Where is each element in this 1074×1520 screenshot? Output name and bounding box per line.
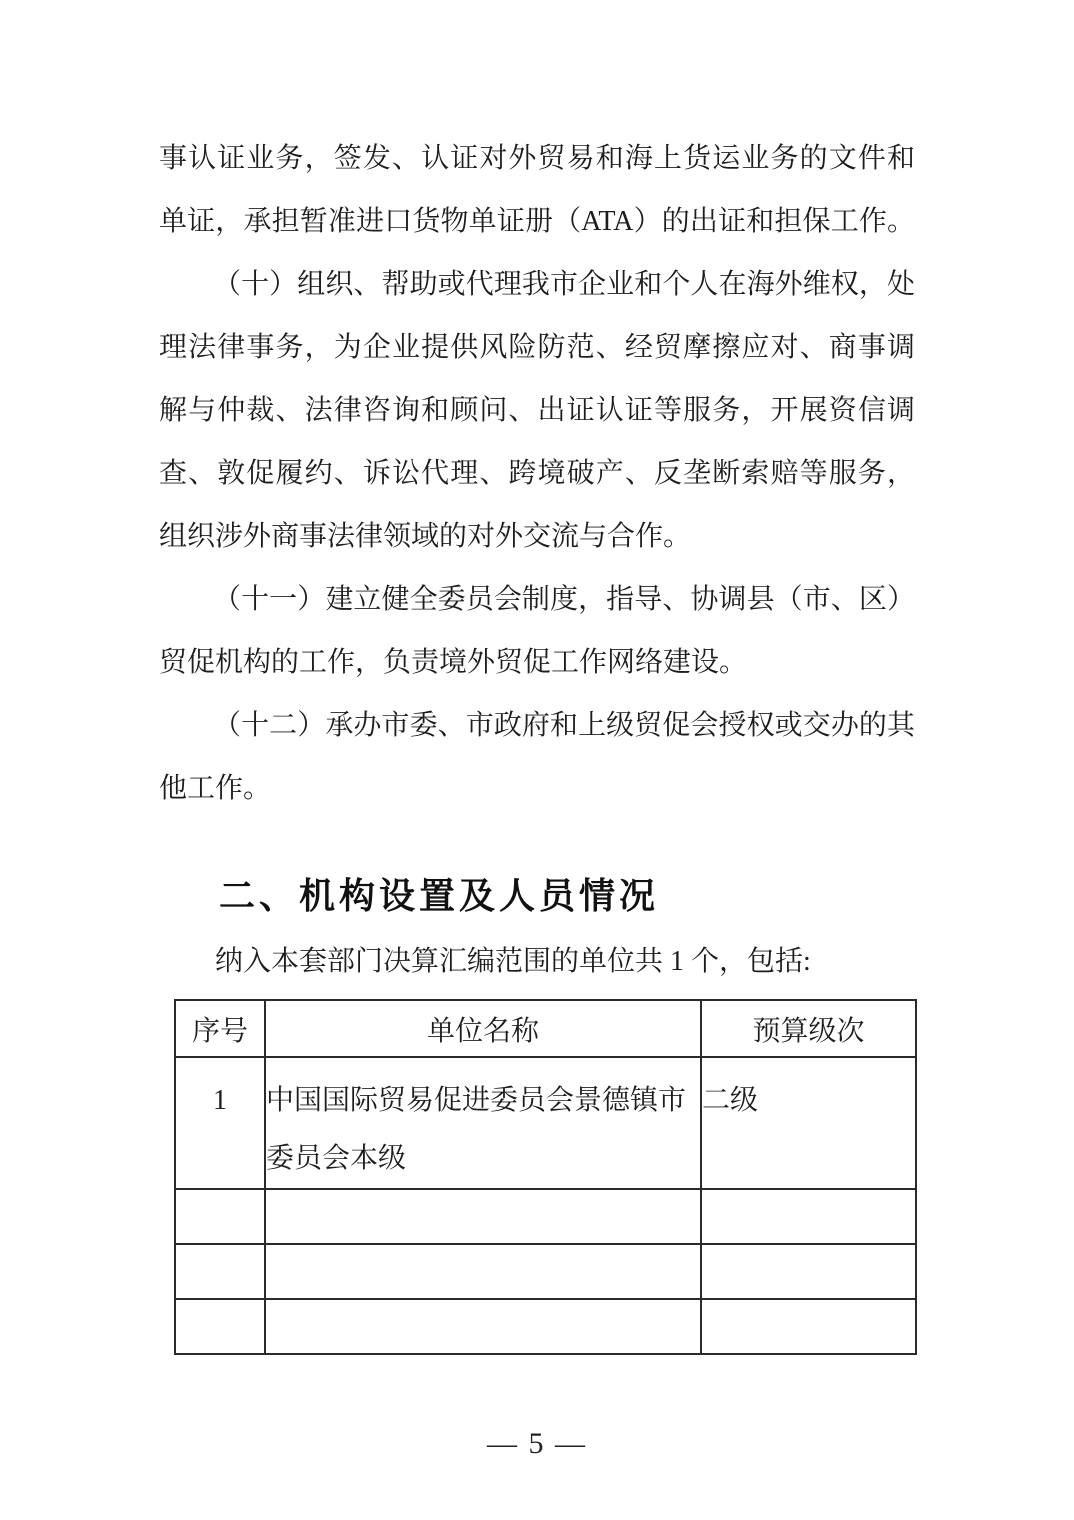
section-intro: 纳入本套部门决算汇编范围的单位共 1 个，包括:: [215, 946, 811, 977]
header-cell-unit-name: 单位名称: [265, 1000, 701, 1057]
header-cell-index: 序号: [175, 1000, 265, 1057]
section-heading: 二、机构设置及人员情况: [219, 875, 660, 916]
table-header-row: [175, 1000, 916, 1057]
cell-unit-name: 中国国际贸易促进委员会景德镇市委员会本级: [265, 1057, 701, 1189]
paragraph-continued: [159, 127, 915, 253]
body-line: 贸促机构的工作，负责境外贸促工作网络建设。: [159, 647, 748, 678]
paragraph-item-12: [159, 694, 915, 820]
body-line: 查、敦促履约、诉讼代理、跨境破产、反垄断索赔等服务，: [159, 458, 915, 489]
cell-unit-name: [265, 1244, 701, 1299]
cell-index: [175, 1189, 265, 1244]
table-row: [175, 1244, 916, 1299]
cell-index: [175, 1244, 265, 1299]
body-line: 理法律事务，为企业提供风险防范、经贸摩擦应对、商事调: [159, 332, 915, 363]
body-line: 解与仲裁、法律咨询和顾问、出证认证等服务，开展资信调: [159, 395, 915, 426]
cell-index: 1: [175, 1057, 265, 1189]
table-header: [175, 1000, 916, 1057]
table-row: [175, 1057, 916, 1189]
body-line: （十）组织、帮助或代理我市企业和个人在海外维权，处: [213, 269, 915, 300]
cell-budget-level: [701, 1244, 916, 1299]
body-line: 单证，承担暂准进口货物单证册（ATA）的出证和担保工作。: [159, 206, 915, 237]
body-line: （十一）建立健全委员会制度，指导、协调县（市、区）: [213, 584, 915, 615]
cell-budget-level: 二级: [701, 1057, 916, 1189]
header-cell-budget-level: 预算级次: [701, 1000, 916, 1057]
paragraph-item-11: [159, 568, 915, 694]
cell-unit-name: [265, 1189, 701, 1244]
body-line: 组织涉外商事法律领域的对外交流与合作。: [159, 521, 692, 552]
paragraph-item-10: [159, 253, 915, 568]
page-number: — 5 —: [487, 1427, 587, 1460]
body-line: 他工作。: [159, 773, 272, 804]
units-table: [174, 999, 917, 1355]
body-line: 事认证业务，签发、认证对外贸易和海上货运业务的文件和: [159, 143, 915, 174]
body-line: （十二）承办市委、市政府和上级贸促会授权或交办的其: [213, 710, 915, 741]
cell-budget-level: [701, 1299, 916, 1354]
cell-unit-name: [265, 1299, 701, 1354]
table-row: [175, 1189, 916, 1244]
table-row: [175, 1299, 916, 1354]
cell-budget-level: [701, 1189, 916, 1244]
cell-index: [175, 1299, 265, 1354]
